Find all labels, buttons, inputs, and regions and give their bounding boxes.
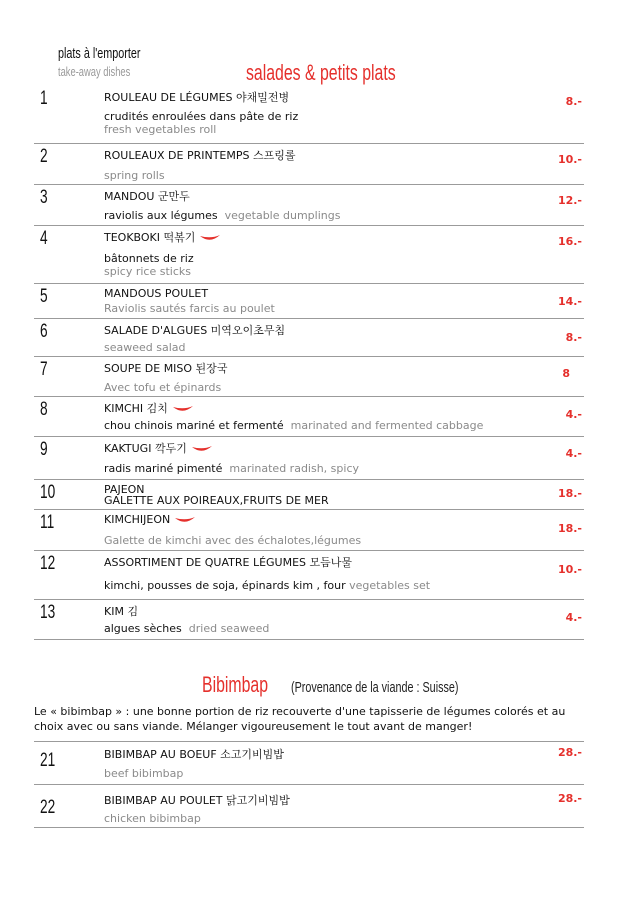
menu-item [34,480,584,510]
item-name: BIBIMBAP AU POULET 닭고기비빔밥 [104,794,290,807]
menu-item [34,551,584,600]
chili-icon [191,445,213,453]
item-desc: radis mariné pimenté marinated radish, spicy [104,462,360,475]
item-price: 16.- [557,235,582,248]
item-price: 18.- [557,487,582,500]
menu-item [34,510,584,551]
item-number: 7 [40,359,48,380]
item-desc: raviolis aux légumes vegetable dumplings [104,209,341,222]
takeaway-fr: plats à l'emporter [58,45,141,62]
item-number: 9 [40,439,48,460]
item-price: 10.- [557,153,582,166]
item-name: BIBIMBAP AU BOEUF 소고기비빔밥 [104,748,284,761]
menu-item [34,437,584,480]
item-number: 21 [40,750,56,771]
item-price: 12.- [557,194,582,207]
item-name: SOUPE DE MISO 된장국 [104,362,228,375]
chili-icon [199,234,221,242]
item-name: ASSORTIMENT DE QUATRE LÉGUMES 모듬나물 [104,556,353,569]
menu-item [34,144,584,185]
item-number: 13 [40,602,56,623]
item-price: 4.- [565,408,582,421]
item-desc: kimchi, pousses de soja, épinards kim , four vegetables set [104,579,431,592]
item-name: SALADE D'ALGUES 미역오이초무침 [104,324,286,337]
item-number: 11 [40,512,55,533]
item-name: KIMCHIJEON [104,513,196,526]
bibimbap-list [34,741,584,828]
menu-item [34,284,584,319]
item-name: MANDOUS POULET [104,287,209,300]
item-desc-en: Raviolis sautés farcis au poulet [104,302,275,315]
item-number: 8 [40,399,48,420]
item-desc-en: spring rolls [104,169,165,182]
item-desc: chou chinois mariné et fermenté marinated and fermented cabbage [104,419,484,432]
item-price: 8.- [565,331,582,344]
item-number: 10 [40,482,56,503]
bibimbap-intro: Le « bibimbap » : une bonne portion de riz recouverte d'une tapisserie de légumes colorés et au choix avec ou sans viande. Mélanger vigoureusement le tout avant de manger! [34,705,566,733]
item-name: ROULEAUX DE PRINTEMPS 스프링롤 [104,149,296,162]
item-desc-en: spicy rice sticks [104,265,191,278]
takeaway-label [58,44,173,80]
item-name: MANDOU 군만두 [104,190,190,203]
section-title: salades & petits plats [246,60,396,85]
item-price: 4.- [565,447,582,460]
item-number: 6 [40,321,48,342]
menu-item [34,319,584,357]
menu-item [34,397,584,437]
item-price: 10.- [557,563,582,576]
takeaway-en: take-away dishes [58,64,131,79]
item-number: 12 [40,553,56,574]
item-name: ROULEAU DE LÉGUMES 야채밀전병 [104,91,290,104]
item-number: 5 [40,286,48,307]
item-price: 28.- [557,746,582,759]
item-name: KAKTUGI 깍두기 [104,440,213,456]
bibimbap-title: Bibimbap (Provenance de la viande : Suisse) [202,672,459,697]
bibimbap-origin: (Provenance de la viande : Suisse) [290,679,459,696]
item-desc-en: Avec tofu et épinards [104,381,222,394]
menu-list [34,86,584,640]
item-desc-fr: crudités enroulées dans pâte de riz [104,110,299,123]
item-desc-en: seaweed salad [104,341,186,354]
item-desc: algues sèches dried seaweed [104,622,270,635]
item-desc-en: fresh vegetables roll [104,123,217,136]
menu-item [34,357,584,397]
item-name: KIMCHI 김치 [104,400,194,416]
item-number: 2 [40,146,48,167]
item-price: 18.- [557,522,582,535]
chili-icon [174,516,196,524]
menu-item [34,741,584,785]
item-price: 8 [562,367,570,380]
item-name: KIM 김 [104,605,139,618]
menu-item [34,86,584,144]
item-price: 28.- [557,792,582,805]
item-number: 22 [40,797,56,818]
menu-item [34,185,584,226]
item-desc-fr: bâtonnets de riz [104,252,194,265]
chili-icon [172,405,194,413]
item-number: 1 [40,88,48,109]
item-name: TEOKBOKI 떡볶기 [104,229,221,245]
item-desc-en: Galette de kimchi avec des échalotes,légumes [104,534,362,547]
item-desc-fr: GALETTE AUX POIREAUX,FRUITS DE MER [104,494,329,507]
menu-item [34,785,584,828]
item-price: 4.- [565,611,582,624]
item-price: 14.- [557,295,582,308]
menu-item [34,226,584,284]
item-number: 4 [40,228,48,249]
item-price: 8.- [565,95,582,108]
item-desc-en: chicken bibimbap [104,812,201,825]
item-number: 3 [40,187,48,208]
item-desc-en: beef bibimbap [104,767,184,780]
menu-item [34,600,584,640]
item-name: PAJEON [104,483,145,496]
